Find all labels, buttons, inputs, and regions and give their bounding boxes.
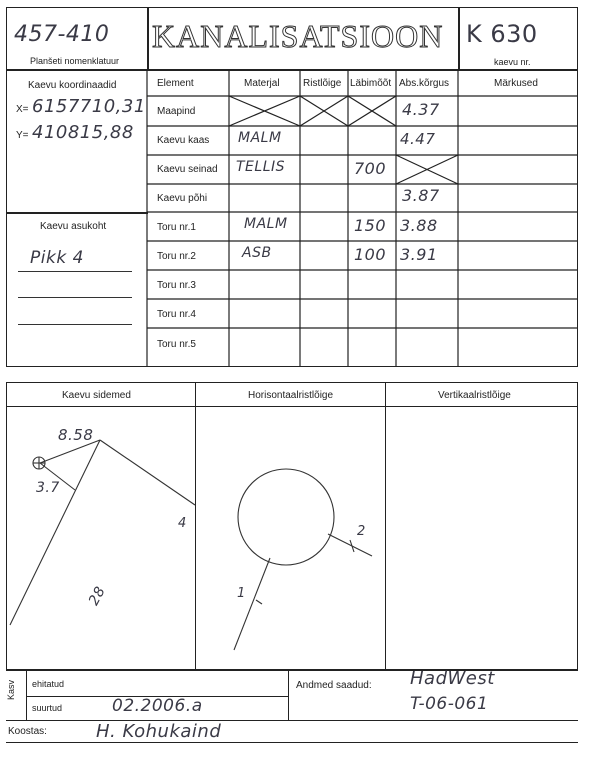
row-labimoot: 700 <box>354 159 387 178</box>
row-abs: 3.91 <box>400 245 438 264</box>
footer-author-label: Koostas: <box>8 726 47 737</box>
row-abs: 3.87 <box>402 186 440 205</box>
row-element: Toru nr.4 <box>157 309 196 320</box>
well-circle <box>238 469 334 565</box>
pipe-1-line <box>234 558 270 650</box>
row-element: Toru nr.1 <box>157 222 196 233</box>
col-header-ristloige: Ristlõige <box>303 78 342 89</box>
tie-line-top <box>100 440 195 505</box>
tie-label-3: 4 <box>178 516 187 531</box>
footer-mid-divider <box>288 670 289 720</box>
footer-source-value-2: T-06-061 <box>410 694 489 714</box>
pipe-label-1: 1 <box>237 586 246 601</box>
row-element: Toru nr.2 <box>157 251 196 262</box>
row-materjal: MALM <box>244 216 288 232</box>
vertical-section-label: Vertikaalristlõige <box>438 390 511 401</box>
footer-source-label: Andmed saadud: <box>296 680 372 691</box>
footer-measured-label: suurtud <box>32 703 63 713</box>
coords-y-value: 410815,88 <box>32 122 134 143</box>
location-label: Kaevu asukoht <box>40 221 107 232</box>
footer-date-value: 02.2006.a <box>112 696 203 716</box>
well-number-value: K 630 <box>466 20 538 48</box>
nomenclature-label: Planšeti nomenklatuur <box>30 56 120 66</box>
footer-author-value: H. Kohukaind <box>96 721 222 742</box>
row-materjal: ASB <box>242 245 272 261</box>
row-abs: 4.37 <box>402 100 440 119</box>
footer-source-value-1: HadWest <box>410 668 495 689</box>
row-abs: 3.88 <box>400 216 438 235</box>
row-element: Maapind <box>157 106 196 117</box>
row-element: Kaevu seinad <box>157 164 218 175</box>
row-labimoot: 100 <box>354 245 387 264</box>
location-value: Pikk 4 <box>30 248 84 268</box>
row-materjal: TELLIS <box>236 159 286 175</box>
footer-left-divider <box>26 670 27 720</box>
col-header-labimoot: Läbimõõt <box>350 78 392 89</box>
row-element: Toru nr.3 <box>157 280 196 291</box>
pipe-label-2: 2 <box>357 524 366 539</box>
tie-label-1: 8.58 <box>58 426 94 444</box>
row-labimoot: 150 <box>354 216 387 235</box>
document-title: KANALISATSIOON <box>152 18 444 54</box>
ties-sketch-label: Kaevu sidemed <box>62 390 131 401</box>
tie-label-2: 3.7 <box>36 480 60 496</box>
row-materjal: MALM <box>238 130 282 146</box>
footer-row-bottom-line <box>6 720 578 721</box>
col-header-abs-korgus: Abs.kõrgus <box>399 78 450 89</box>
coords-label: Kaevu koordinaadid <box>28 80 117 91</box>
coords-x-prefix: X= <box>16 104 29 115</box>
footer-side-label: Kasv <box>6 679 16 700</box>
row-element: Kaevu põhi <box>157 193 208 204</box>
row-element: Kaevu kaas <box>157 135 210 146</box>
col-header-materjal: Materjal <box>244 78 280 89</box>
horizontal-section-label: Horisontaalristlõige <box>248 390 334 401</box>
well-number-label: kaevu nr. <box>494 57 531 67</box>
col-header-markused: Märkused <box>494 78 538 89</box>
coords-x-value: 6157710,31 <box>32 96 146 117</box>
col-header-element: Element <box>157 78 194 89</box>
tie-label-4: 28 <box>85 583 109 609</box>
coords-y-prefix: Y= <box>16 130 29 141</box>
footer-built-label: ehitatud <box>32 679 65 689</box>
row-abs: 4.47 <box>400 130 436 148</box>
row-element: Toru nr.5 <box>157 339 196 350</box>
nomenclature-value: 457-410 <box>14 22 110 47</box>
footer-bottom-line <box>6 742 578 743</box>
